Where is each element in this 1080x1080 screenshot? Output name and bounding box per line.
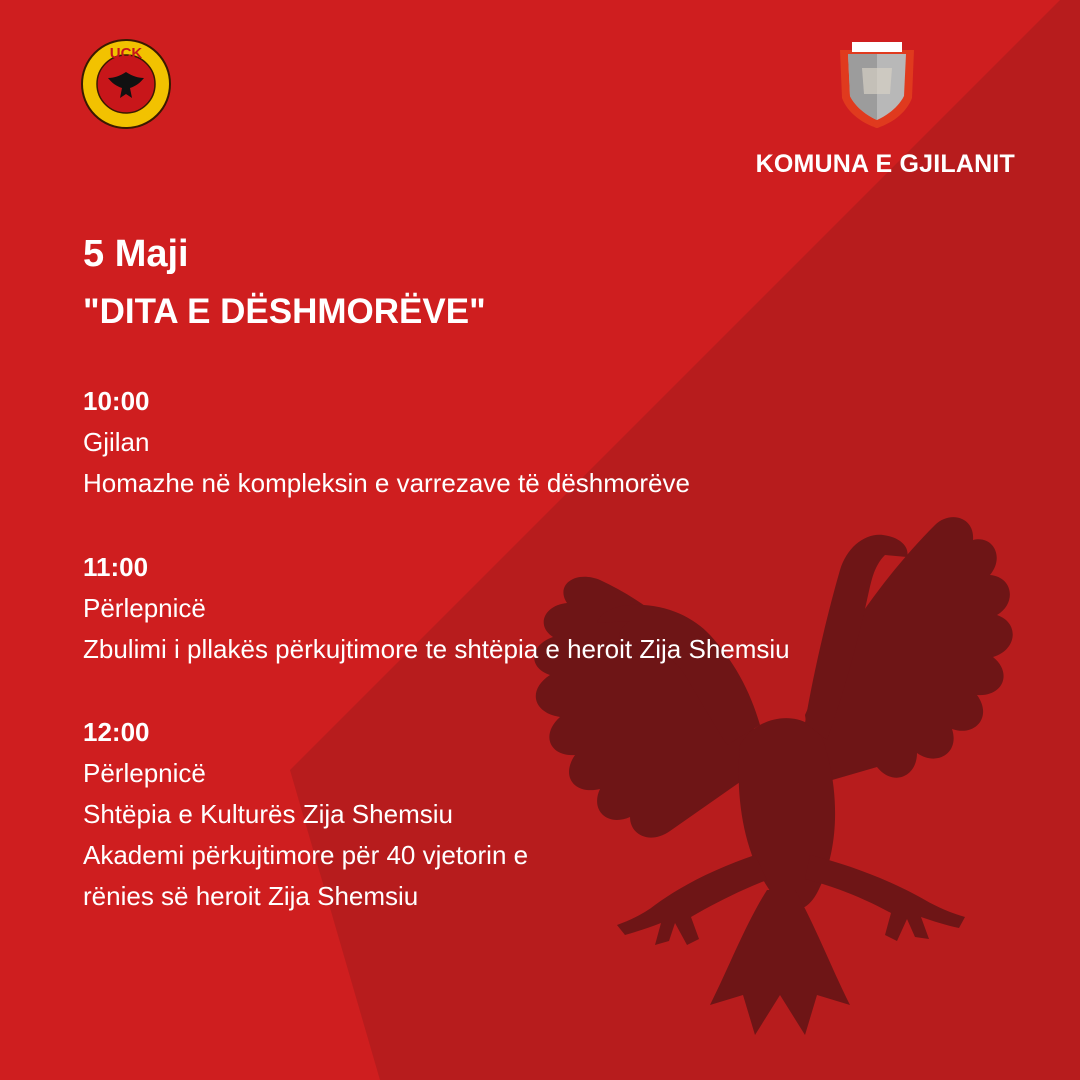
schedule-item [83,380,690,504]
schedule-location: Përlepnicë [83,593,206,623]
municipality-name: KOMUNA E GJILANIT [755,150,1015,178]
svg-text:UÇK: UÇK [109,45,143,62]
schedule-time: 10:00 [83,386,150,416]
schedule-location: Gjilan [83,427,150,457]
schedule-time: 11:00 [83,552,149,582]
schedule-venue: Shtëpia e Kulturës Zija Shemsiu [83,799,453,829]
schedule-description: Akademi përkujtimore për 40 vjetorin e [83,840,529,870]
schedule-item [83,711,528,917]
event-date: 5 Maji [83,233,189,275]
schedule-time: 12:00 [83,717,150,747]
schedule-location: Përlepnicë [83,758,206,788]
schedule-description: Homazhe në kompleksin e varrezave të dëshmorëve [83,468,690,498]
gjilan-coat-of-arms-icon [834,38,920,130]
schedule-description: Zbulimi i pllakës përkujtimore te shtëpia e heroit Zija Shemsiu [83,634,790,664]
event-title: "DITA E DËSHMORËVE" [83,292,486,331]
schedule-description-continued: rënies së heroit Zija Shemsiu [83,881,419,911]
uck-emblem-icon [80,38,172,130]
schedule-item [83,546,790,670]
